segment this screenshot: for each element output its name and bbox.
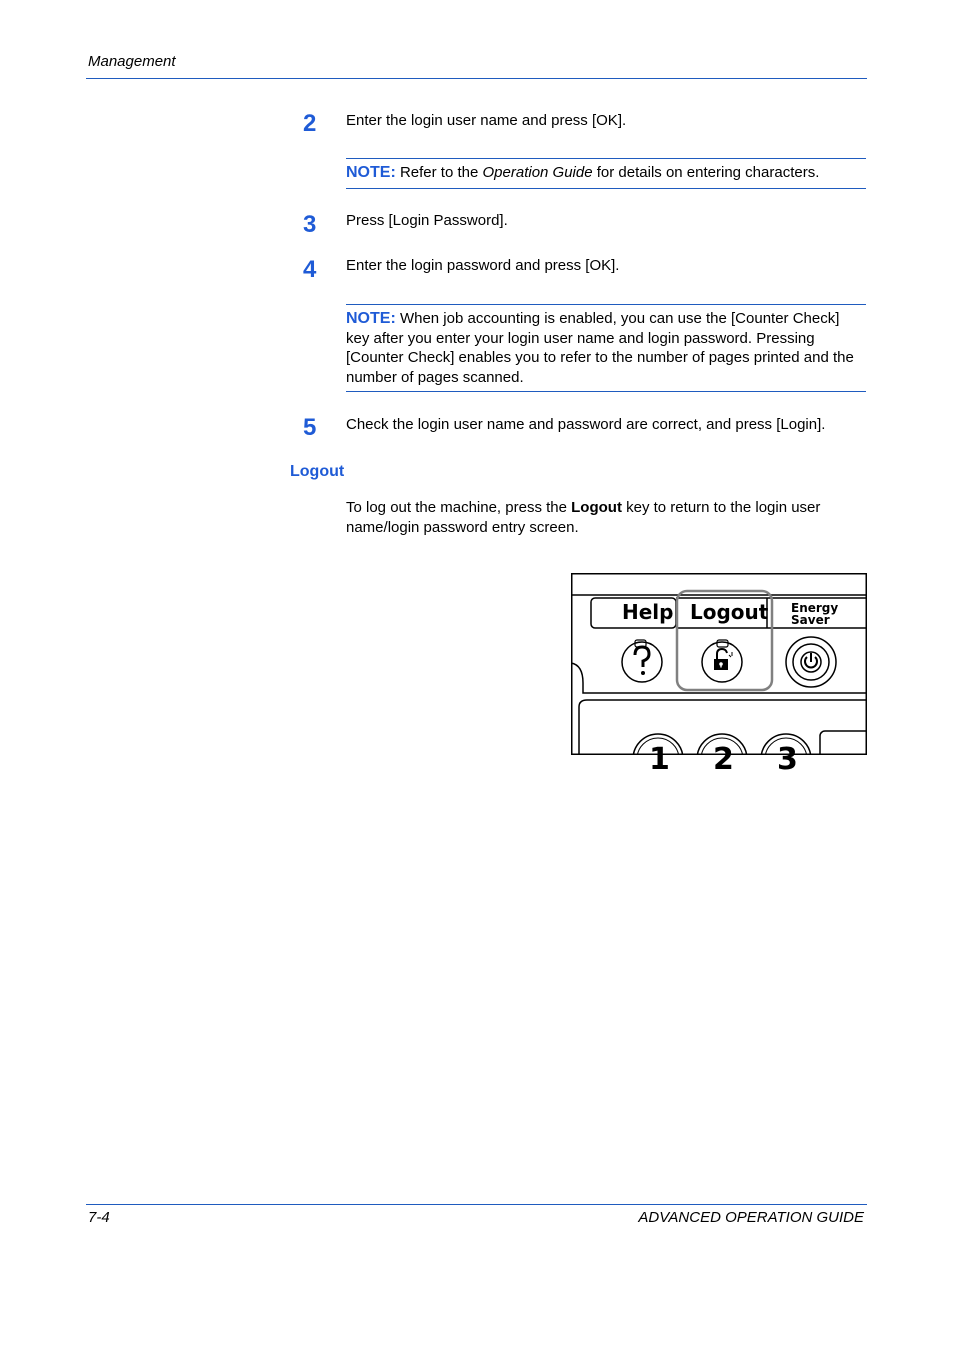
step-text-2: Enter the login user name and press [OK]. — [346, 112, 627, 129]
step-number-3: 3 — [303, 211, 317, 238]
section-heading-logout: Logout — [290, 463, 345, 480]
logout-text: To log out the machine, press the — [346, 499, 572, 516]
number-key-2-label: 2 — [713, 742, 734, 777]
note-text: Refer to the — [395, 164, 483, 181]
header-rule — [86, 78, 867, 79]
page-number: 7-4 — [88, 1209, 110, 1226]
unlock-icon — [714, 649, 732, 670]
logout-key-name: Logout — [571, 499, 622, 516]
logout-led — [717, 640, 728, 647]
question-mark-icon — [635, 647, 649, 675]
power-icon — [805, 653, 817, 667]
footer-rule — [86, 1204, 867, 1205]
step-number-4: 4 — [303, 256, 317, 283]
energy-saver-label-2: Saver — [791, 613, 830, 627]
note-label: NOTE: — [346, 164, 396, 181]
step-number-5: 5 — [303, 414, 317, 441]
step-number-2: 2 — [303, 110, 317, 137]
note-box-2 — [346, 304, 866, 392]
note-text: for details on entering characters. — [592, 164, 820, 181]
logout-key-label: Logout — [690, 600, 769, 624]
number-key-1-label: 1 — [649, 742, 670, 777]
note-text: When job accounting is enabled, you can use the [Counter Check] key after you enter your login user name and login password. Pressing [Counter Check] enables you to refer to the number of pages printed and the number of pages scanned. — [346, 310, 854, 386]
step-text-5: Check the login user name and password are correct, and press [Login]. — [346, 416, 826, 433]
guide-title: ADVANCED OPERATION GUIDE — [638, 1209, 864, 1226]
number-key-3-label: 3 — [777, 742, 798, 777]
logout-paragraph — [346, 498, 861, 537]
operation-guide-reference: Operation Guide — [482, 164, 593, 181]
note-box-1 — [346, 158, 866, 189]
note-label: NOTE: — [346, 310, 396, 327]
running-header: Management — [88, 53, 176, 70]
logout-text: key to return to the login user name/login password entry screen. — [346, 499, 821, 536]
help-key-label: Help — [622, 600, 674, 624]
energy-saver-label-1: Energy — [791, 601, 839, 615]
step-text-3: Press [Login Password]. — [346, 212, 508, 229]
operation-panel-illustration — [571, 573, 867, 777]
step-text-4: Enter the login password and press [OK]. — [346, 257, 620, 274]
